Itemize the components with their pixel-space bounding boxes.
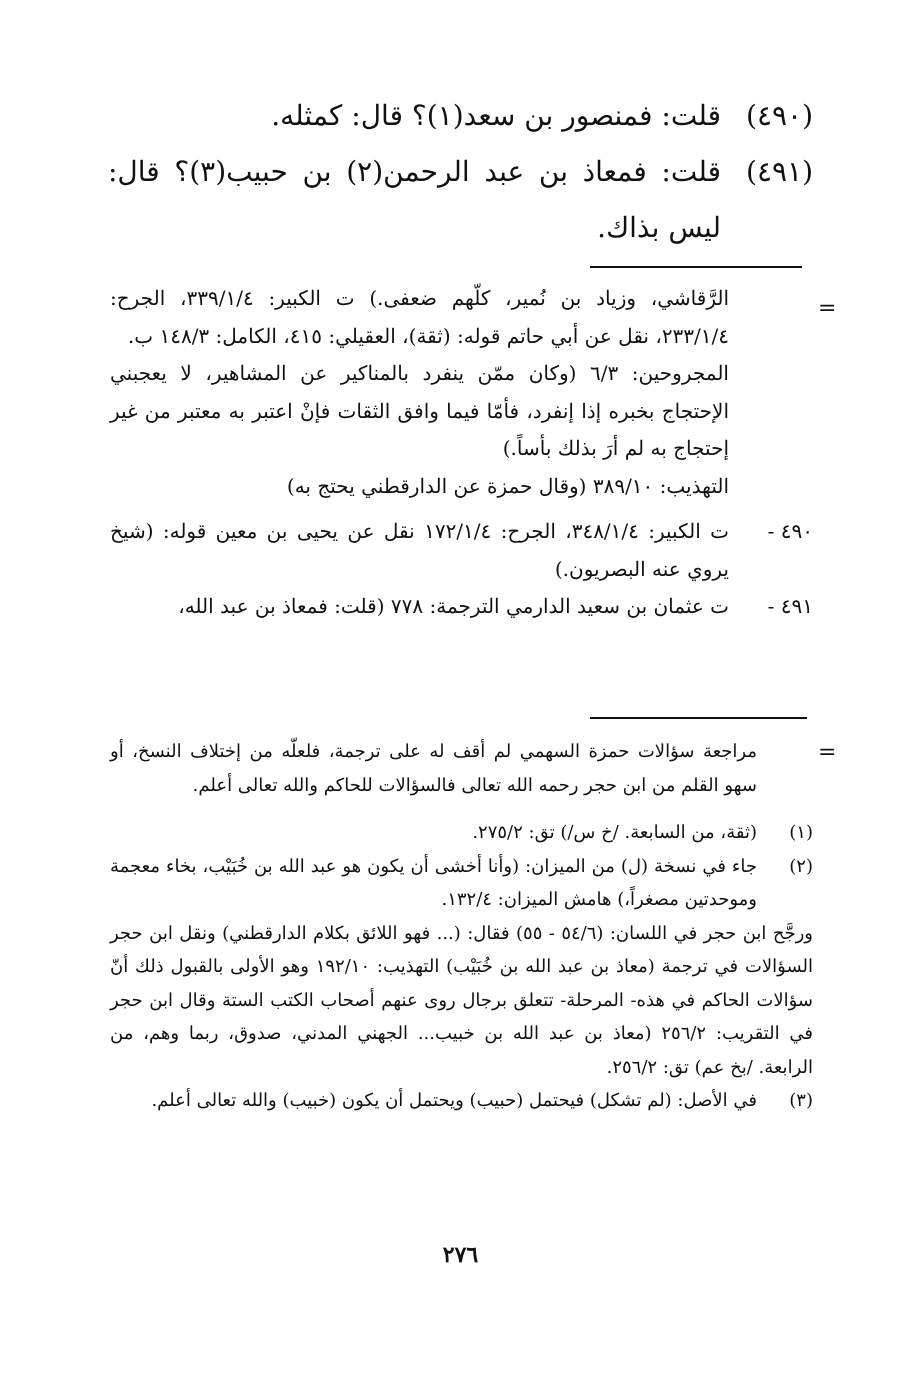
- footnote-text: ورجَّح ابن حجر في اللسان: (٥٤/٦ - ٥٥) فقال: (... فهو اللائق بكلام الدارقطني) ونقل ابن حجر السؤالات في ترجمة (معاذ بن عبد الله بن خُبَيْب) التهذيب: ١٩٢/١٠ وهو الأولى بالقبول ذلك أنّ سؤالات الحاكم في هذه- المرحلة- تتعلق برجال روى عنهم أصحاب الكتب الستة وقال ابن حجر في التقريب: ٢٥٦/٢ (معاذ بن عبد الله بن خبيب... الجهني المدني، صدوق، ربما وهم، من الرابعة. /بخ عم) تق: ٢٥٦/٢.: [110, 922, 813, 1078]
- entry-text: قلت: فمنصور بن سعد(١)؟ قال: كمثله.: [271, 99, 721, 132]
- continuation-marker: =: [818, 296, 837, 321]
- footnotes-lower: [110, 735, 813, 1118]
- footnote-paragraph: التهذيب: ٣٨٩/١٠ (وقال حمزة عن الدارقطني يحتج به): [286, 473, 729, 498]
- main-entry: [108, 144, 813, 256]
- footnote-separator: [590, 266, 802, 268]
- footnote-number: ٤٩٠ -: [767, 519, 813, 543]
- footnote-text: ت عثمان بن سعيد الدارمي الترجمة: ٧٧٨ (قلت: فمعاذ بن عبد الله،: [178, 594, 729, 618]
- footnote-text: (ثقة، من السابعة. /خ س/) تق: ٢٧٥/٢.: [472, 822, 757, 843]
- footnote-number: (٢): [789, 855, 813, 877]
- footnote-item: [110, 588, 813, 626]
- footnotes-upper: [110, 280, 813, 626]
- page-number: ٢٧٦: [442, 1242, 479, 1268]
- footnote-item: [110, 816, 813, 850]
- main-text: [108, 88, 813, 256]
- entry-text: قلت: فمعاذ بن عبد الرحمن(٢) بن حبيب(٣)؟ قال: ليس بذاك.: [108, 155, 721, 244]
- footnote-item: [110, 917, 813, 1085]
- footnote-continuation: مراجعة سؤالات حمزة السهمي لم أقف له على ترجمة، فلعلّه من إختلاف النسخ، أو سهو القلم من ابن حجر رحمه الله تعالى فالسؤالات للحاكم والله تعالى أعلم.: [110, 741, 757, 796]
- entry-number: (٤٩١): [746, 155, 813, 188]
- continuation-marker: =: [818, 740, 837, 765]
- footnote-continuation: الرَّقاشي، وزياد بن نُمير، كلّهم ضعفى.) ت الكبير: ٣٣٩/١/٤، الجرح: ٢٣٣/١/٤، نقل عن أبي حاتم قوله: (ثقة)، العقيلي: ٤١٥، الكامل: ١٤٨/٣ ب.: [110, 286, 730, 348]
- footnote-item: [110, 1084, 813, 1118]
- footnote-number: ٤٩١ -: [767, 594, 813, 618]
- footnote-item: [110, 850, 813, 917]
- footnote-text: جاء في نسخة (ل) من الميزان: (وأنا أخشى أن يكون هو عبد الله بن خُبَيْب، بخاء معجمة وموحدتين مصغراً،) هامش الميزان: ١٣٢/٤.: [110, 855, 757, 910]
- footnote-number: (١): [789, 822, 813, 843]
- footnote-item: [110, 513, 813, 588]
- footnote-text: ت الكبير: ٣٤٨/١/٤، الجرح: ١٧٢/١/٤ نقل عن يحيى بن معين قوله: (شيخ يروي عنه البصريون.): [110, 519, 729, 581]
- footnote-paragraph: المجروحين: ٦/٣ (وكان ممّن ينفرد بالمناكير عن المشاهير، لا يعجبني الإحتجاج بخبره إذا إنفرد، فأمّا فيما وافق الثقات فإنْ اعتبر به معتبر من غير إحتجاج به لم أرَ بذلك بأساً.): [110, 361, 729, 460]
- footnote-number: (٣): [789, 1090, 813, 1111]
- entry-number: (٤٩٠): [746, 99, 813, 132]
- main-entry: [108, 88, 813, 144]
- footnote-separator: [590, 717, 807, 719]
- footnote-text: في الأصل: (لم تشكل) فيحتمل (حبيب) ويحتمل أن يكون (خبيب) والله تعالى أعلم.: [151, 1090, 757, 1111]
